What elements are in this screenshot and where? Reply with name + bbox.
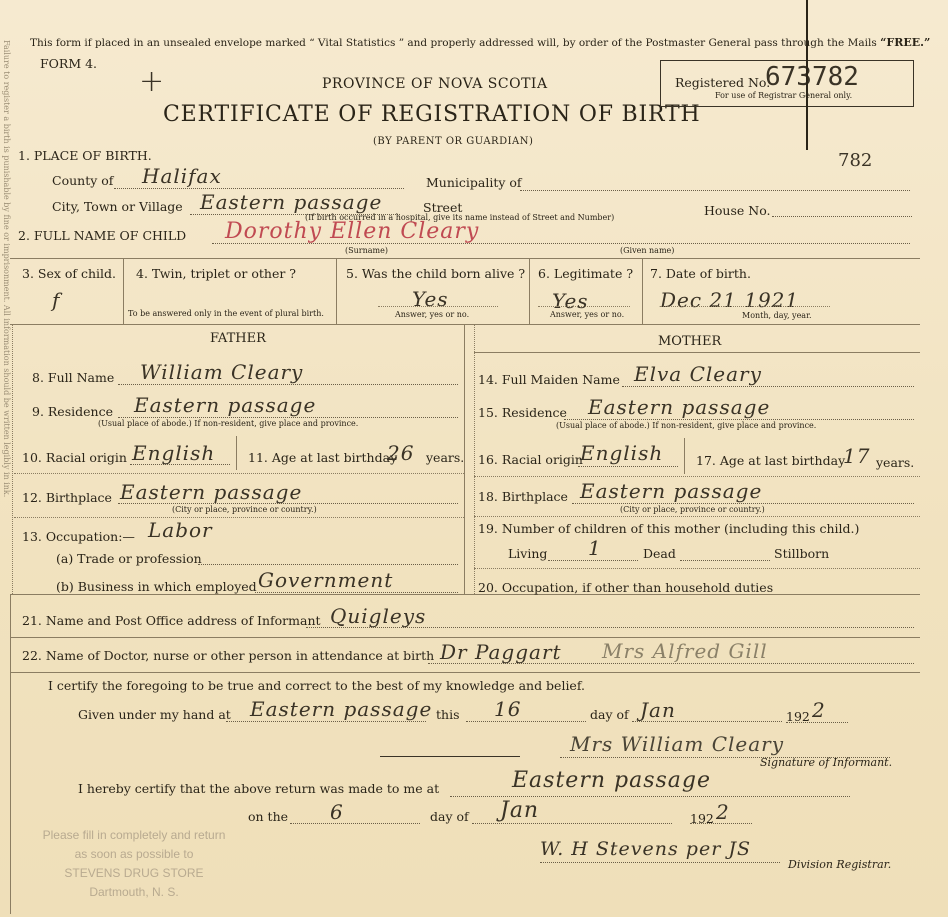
signature-informant-label: Signature of Informant. [760,756,893,769]
dead-label: Dead [643,546,676,561]
living-line [548,560,638,561]
street-note: (If birth occurred in a hospital, give its name instead of Street and Number) [305,213,615,222]
county-line [114,188,404,189]
stamp-line-4: Dartmouth, N. S. [89,885,179,899]
stamp-line-1: Please fill in completely and return [42,828,226,842]
place-of-birth-label: 1. PLACE OF BIRTH. [18,148,152,163]
col-divider-4 [642,258,643,324]
col-divider-1 [123,258,124,324]
mother-birthplace-value: Eastern passage [580,479,763,503]
document-subtitle: (BY PARENT OR GUARDIAN) [373,136,534,147]
dead-line [680,560,770,561]
sex-value: f [52,288,61,312]
father-racial-label: 10. Racial origin [22,450,127,465]
street-label: Street [423,200,463,215]
left-border [12,324,13,594]
county-label: County of [52,173,114,188]
city-value: Eastern passage [200,190,383,214]
side-margin-note: Failure to register a birth is punishable by fine or imprisonment. All information should be written legibly in ink. [2,40,11,498]
father-name-line [118,384,458,385]
date-note: Month, day, year. [742,311,812,320]
hereby-text: I hereby certify that the above return was made to me at [78,781,440,796]
business-label: (b) Business in which employed [56,579,257,594]
registrar-signature: W. H Stevens per JS [540,838,751,860]
corner-number: 782 [838,150,873,171]
row-divider-top [10,258,920,259]
mother-name-value: Elva Cleary [634,362,762,386]
given-day-line [466,721,586,722]
registrar-signature-line [540,862,780,863]
father-age-label: 11. Age at last birthday [248,450,398,465]
division-registrar-label: Division Registrar. [788,858,892,871]
form-number: FORM 4. [40,56,98,71]
mother-age-label: 17. Age at last birthday [696,453,846,468]
col-divider-2 [336,258,337,324]
house-label: House No. [704,203,771,218]
father-residence-label: 9. Residence [32,404,113,419]
city-label: City, Town or Village [52,199,183,214]
reg-day-of-label: day of [430,809,469,824]
mother-name-label: 14. Full Maiden Name [478,372,620,387]
mother-birthplace-note: (City or place, province or country.) [620,505,765,514]
father-name-value: William Cleary [140,360,304,384]
father-birthplace-value: Eastern passage [120,480,303,504]
reg-year-line [690,823,752,824]
father-occupation-label: 13. Occupation:— [22,529,135,544]
surname-note: (Surname) [345,246,388,255]
children-label: 19. Number of children of this mother (including this child.) [478,521,860,536]
doctor-value-2: Mrs Alfred Gill [602,639,768,663]
living-value: 1 [588,536,602,560]
mother-age-value: 17 [843,444,871,468]
postal-note-text: This form if placed in an unsealed envelope marked “ Vital Statistics ” and properly addressed will, by order of the Postmaster General pass through the Mails [30,37,877,49]
father-occupation-value: Labor [148,518,213,542]
municipality-label: Municipality of [426,175,522,190]
reg-year-prefix: 192 [690,811,714,826]
document-title: CERTIFICATE OF REGISTRATION OF BIRTH [163,102,701,127]
mother-residence-value: Eastern passage [588,395,771,419]
given-day-value: 16 [494,697,522,721]
hereby-place-value: Eastern passage [512,768,712,793]
bottom-left-border [10,594,11,914]
legitimate-note: Answer, yes or no. [550,310,625,319]
reg-day-value: 6 [330,800,344,824]
father-birthplace-label: 12. Birthplace [22,490,112,505]
mother-heading: MOTHER [658,334,722,349]
mother-residence-label: 15. Residence [478,405,567,420]
day-of-label: day of [590,707,629,722]
given-month-value: Jan [640,698,676,722]
mother-birthplace-label: 18. Birthplace [478,489,568,504]
mother-residence-line [564,419,914,420]
municipality-line [520,190,910,191]
informant-label: 21. Name and Post Office address of Informant [22,613,321,628]
alive-line [378,306,498,307]
father-racial-value: English [132,441,216,465]
registered-label: Registered No. [675,75,771,90]
sex-label: 3. Sex of child. [22,266,117,281]
stillborn-label: Stillborn [774,546,830,561]
father-age-divider [236,436,237,470]
father-residence-note: (Usual place of abode.) If non-resident, give place and province. [98,419,359,428]
given-place-value: Eastern passage [250,697,433,721]
stamp-line-3: STEVENS DRUG STORE [64,866,204,880]
business-line [255,592,458,593]
date-value: Dec 21 1921 [660,288,800,312]
mother-racial-value: English [580,441,664,465]
stamp-line-2: as soon as possible to [74,847,194,861]
given-label: Given under my hand at [78,707,231,722]
father-heading: FATHER [210,331,266,346]
legitimate-value: Yes [552,289,589,313]
doctor-label: 22. Name of Doctor, nurse or other person in attendance at birth [22,648,435,663]
mother-birthplace-line [572,503,914,504]
mother-racial-line [578,466,678,467]
informant-divider [10,637,920,638]
mother-divider-2 [474,516,920,517]
county-value: Halifax [142,164,222,188]
informant-signature: Mrs William Cleary [570,732,785,756]
cross-mark: + [139,64,165,99]
postal-free: “FREE.” [880,36,931,49]
reg-month-line [472,823,672,824]
alive-note: Answer, yes or no. [395,310,470,319]
registered-number: 673782 [765,62,859,92]
child-name-value: Dorothy Ellen Cleary [225,219,480,244]
alive-label: 5. Was the child born alive ? [346,266,526,281]
mother-divider-3 [474,568,920,569]
trade-label: (a) Trade or profession [56,551,202,566]
doctor-divider [10,672,920,673]
mother-racial-label: 16. Racial origin [478,452,583,467]
reg-year-value: 2 [716,800,730,824]
father-residence-line [118,417,458,418]
mother-occupation-label: 20. Occupation, if other than household duties [478,580,774,595]
given-place-line [226,721,426,722]
mother-years: years. [876,455,915,470]
given-name-note: (Given name) [620,246,675,255]
province-title: PROVINCE OF NOVA SCOTIA [322,76,548,92]
drug-store-stamp [14,826,254,902]
father-years: years. [426,450,465,465]
father-divider-2 [14,517,464,518]
date-line [660,306,830,307]
father-age-value: 26 [387,441,415,465]
signature-dash [380,756,520,757]
on-the-label: on the [248,809,289,824]
mother-heading-line [474,352,920,353]
mother-divider-1 [474,476,920,477]
hereby-place-line [450,796,850,797]
row-divider-bottom [10,324,920,325]
parent-column-divider-inner [474,324,475,594]
doctor-value-1: Dr Paggart [440,640,562,664]
twin-note: To be answered only in the event of plural birth. [128,309,324,318]
date-label: 7. Date of birth. [650,266,751,281]
registrar-note: For use of Registrar General only. [715,91,853,100]
certify-text: I certify the foregoing to be true and correct to the best of my knowledge and belief. [48,678,585,693]
this-label: this [436,707,460,722]
business-value: Government [258,568,394,592]
postal-note [30,36,930,49]
mother-residence-note: (Usual place of abode.) If non-resident, give place and province. [556,421,817,430]
legitimate-line [538,306,630,307]
father-name-label: 8. Full Name [32,370,115,385]
twin-label: 4. Twin, triplet or other ? [136,266,296,281]
parents-bottom-line [10,594,920,595]
house-line [772,216,912,217]
father-birthplace-note: (City or place, province or country.) [172,505,317,514]
given-year-line [786,722,848,723]
col-divider-3 [529,258,530,324]
given-year-prefix: 192 [786,709,810,724]
given-year-value: 2 [812,698,826,722]
mother-name-line [622,386,914,387]
child-name-label: 2. FULL NAME OF CHILD [18,228,187,243]
reg-day-line [290,823,420,824]
father-divider-1 [14,473,464,474]
trade-line [198,564,458,565]
pen-stroke [806,0,808,150]
informant-value: Quigleys [330,604,427,628]
mother-age-divider [684,438,685,474]
father-residence-value: Eastern passage [134,393,317,417]
reg-month-value: Jan [500,798,540,823]
legitimate-label: 6. Legitimate ? [538,266,634,281]
alive-value: Yes [412,287,449,311]
living-label: Living [508,546,548,561]
